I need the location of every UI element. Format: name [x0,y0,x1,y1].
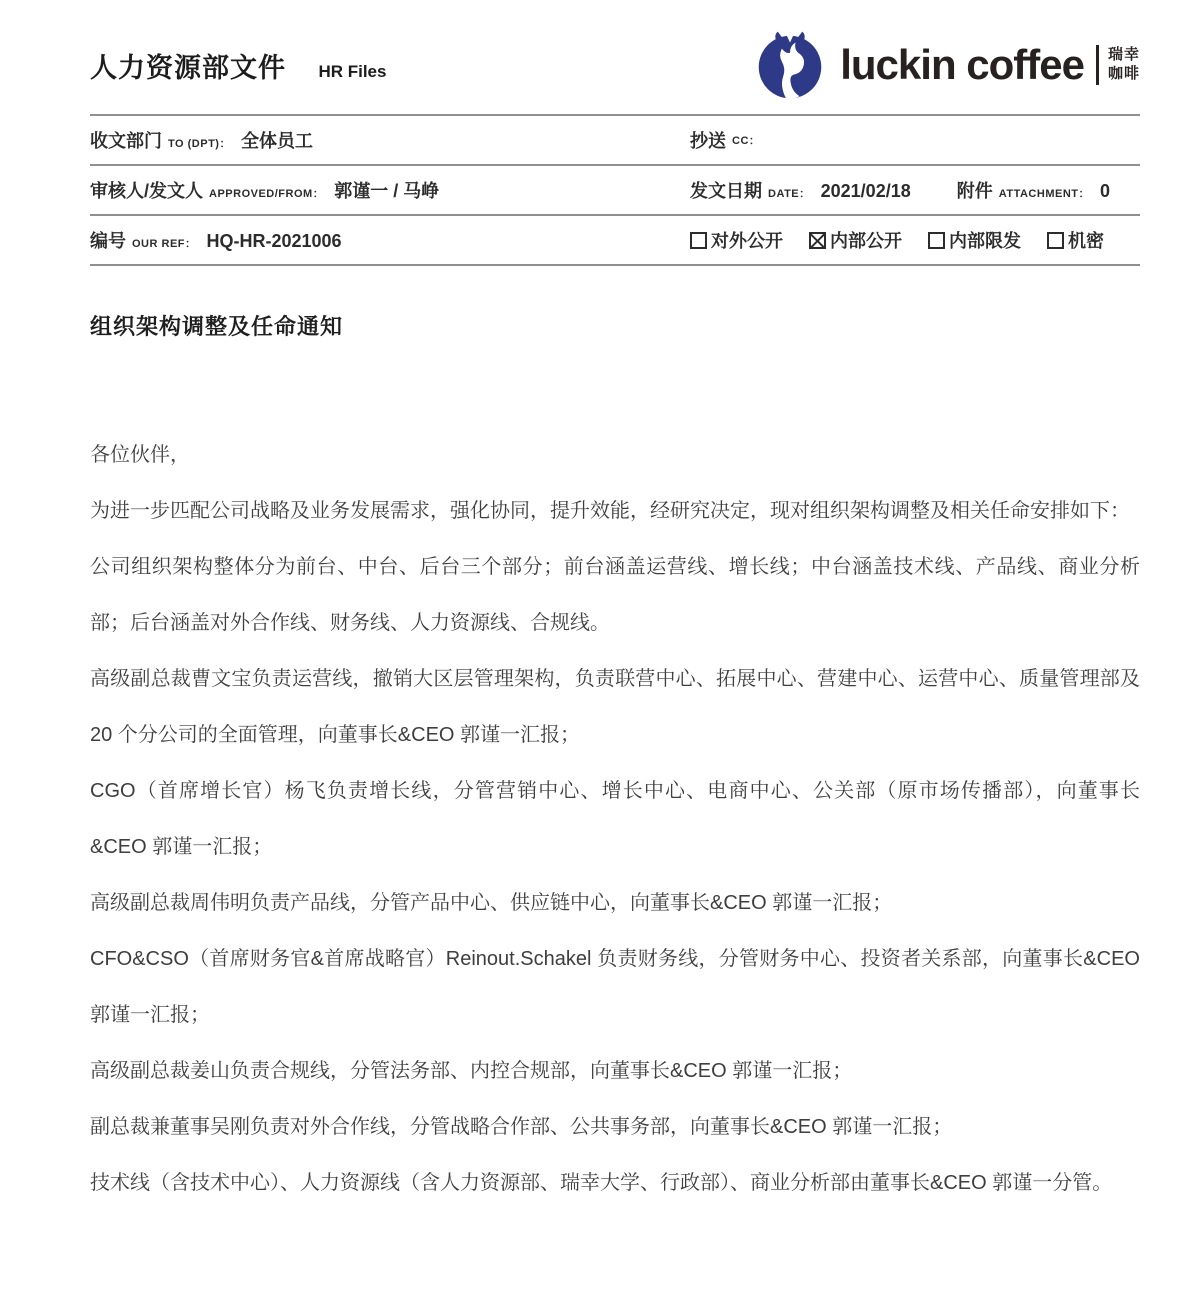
field-approved [90,177,690,203]
field-ref-value: HQ-HR-2021006 [206,231,342,251]
classification-option-internal-public [809,227,902,253]
doc-header-titles [90,46,386,85]
field-approved-value: 郭谨一 / 马峥 [334,181,440,201]
field-to [90,127,690,153]
field-date-attachment [690,177,1140,203]
field-ref-label-zh: 编号 [90,231,126,251]
field-cc [690,127,1140,153]
body-paragraph-compliance: 高级副总裁姜山负责合规线，分管法务部、内控合规部，向董事长&CEO 郭谨一汇报； [90,1060,853,1082]
field-ref-label-en: OUR REF： [132,238,197,250]
body-paragraph-product: 高级副总裁周伟明负责产品线，分管产品中心、供应链中心，向董事长&CEO 郭谨一汇报； [90,892,893,914]
field-date-label-en: DATE： [768,188,811,200]
field-attachment [957,177,1110,203]
brand-wordmark: luckin coffee [840,41,1084,88]
page-title: 人力资源部文件 [90,52,286,83]
classification-options [690,227,1140,253]
body-paragraph-tech-hr: 技术线（含技术中心）、人力资源线（含人力资源部、瑞幸大学、行政部）、商业分析部由董事长&CEO 郭谨一分管。 [90,1172,1113,1194]
body-paragraph-operations: 高级副总裁曹文宝负责运营线，撤销大区层管理架构，负责联营中心、拓展中心、营建中心、运营中心、质量管理部及 20 个分公司的全面管理，向董事长&CEO 郭谨一汇报； [90,668,1140,746]
field-approved-label-zh: 审核人/发文人 [90,181,204,201]
field-to-value: 全体员工 [240,131,313,151]
classification-option-confidential [1047,227,1104,253]
luckin-logo [756,30,1140,100]
body-paragraph-growth: CGO（首席增长官）杨飞负责增长线，分管营销中心、增长中心、电商中心、公关部（原市场传播部），向董事长&CEO 郭谨一汇报； [90,780,1140,858]
document-title: 组织架构调整及任命通知 [90,314,344,339]
body-paragraph-structure: 公司组织架构整体分为前台、中台、后台三个部分；前台涵盖运营线、增长线；中台涵盖技术线、产品线、商业分析部；后台涵盖对外合作线、财务线、人力资源线、合规线。 [90,556,1140,634]
checkbox-icon [690,232,707,249]
classification-option-public [690,227,783,253]
body-paragraph-intro: 为进一步匹配公司战略及业务发展需求，强化协同，提升效能，经研究决定，现对组织架构调整及相关任命安排如下： [90,500,1130,522]
field-to-label-zh: 收文部门 [90,131,162,151]
doc-header [90,30,1140,114]
field-approved-label-en: APPROVED/FROM： [209,188,325,200]
field-date [690,177,911,203]
classification-option-restricted [928,227,1021,253]
field-attachment-label-en: ATTACHMENT： [998,188,1090,200]
logo-divider [1096,45,1099,85]
page-title-en: HR Files [318,61,387,81]
body-paragraph-partnership: 副总裁兼董事吴刚负责对外合作线，分管战略合作部、公共事务部，向董事长&CEO 郭谨一汇报； [90,1116,953,1138]
brand-chinese [1108,46,1140,84]
checkbox-icon [928,232,945,249]
body-paragraph-finance: CFO&CSO（首席财务官&首席战略官）Reinout.Schakel 负责财务线，分管财务中心、投资者关系部，向董事长&CEO 郭谨一汇报； [90,948,1140,1026]
field-cc-label-zh: 抄送 [690,131,726,151]
field-date-label-zh: 发文日期 [690,181,762,201]
meta-row-ref [90,216,1140,266]
field-to-label-en: TO (DPT)： [168,138,231,150]
body-paragraph-greeting: 各位伙伴， [90,444,190,466]
checkbox-label: 内部限发 [949,231,1021,251]
field-ref [90,227,690,253]
meta-row-recipient [90,116,1140,166]
field-cc-label-en: CC： [732,135,761,147]
meta-table [90,114,1140,266]
document-body [90,427,1140,1211]
checkbox-label: 内部公开 [830,231,902,251]
checkbox-label: 机密 [1068,231,1104,251]
checkbox-icon [1047,232,1064,249]
field-attachment-label-zh: 附件 [956,181,993,201]
brand-chinese-line2: 咖啡 [1107,65,1140,82]
field-date-value: 2021/02/18 [820,181,911,201]
meta-row-approver [90,166,1140,216]
checkbox-label: 对外公开 [711,231,783,251]
brand-chinese-line1: 瑞幸 [1107,46,1140,64]
checkbox-checked-icon [809,232,826,249]
field-attachment-value: 0 [1099,181,1110,201]
deer-icon [756,30,824,100]
